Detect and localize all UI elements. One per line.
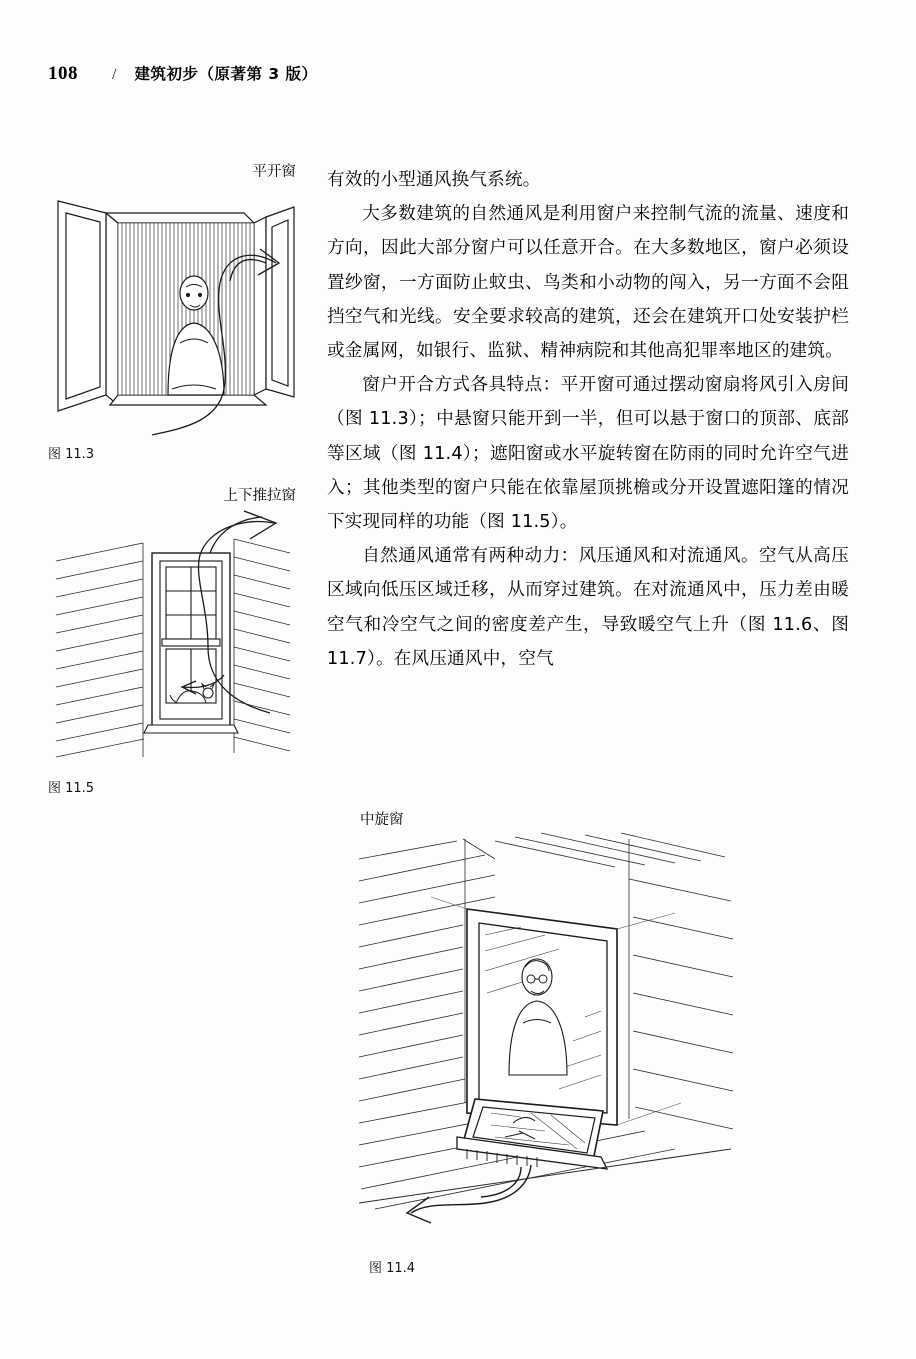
paragraph-1: 有效的小型通风换气系统。 <box>327 170 541 190</box>
figure-11-3-caption: 图 11.3 <box>48 447 95 462</box>
left-figure-column <box>48 160 298 796</box>
figure-11-4-caption: 图 11.4 <box>369 1261 416 1276</box>
figure-11-5-caption: 图 11.5 <box>48 781 95 796</box>
paragraph-3: 窗户开合方式各具特点：平开窗可通过摆动窗扇将风引入房间（图 11.3）；中悬窗只能开到一半，但可以悬于窗口的顶部、底部等区域（图 11.4）；遮阳窗或水平旋转窗在防雨的同时允许空气进入；其他类型的窗户只能在依靠屋顶挑檐或分开设置遮阳篷的情况下实现同样的功能（图 11.5）。 <box>327 375 849 533</box>
book-title: 建筑初步（原著第 3 版） <box>134 65 318 83</box>
figure-11-5-type-label: 上下推拉窗 <box>223 488 296 504</box>
running-header <box>48 62 318 85</box>
figure-11-3-illustration <box>48 183 298 443</box>
header-separator: / <box>112 66 117 83</box>
paragraph-4: 自然通风通常有两种动力：风压通风和对流通风。空气从高压区域向低压区域迁移，从而穿过建筑。在对流通风中，压力差由暖空气和冷空气之间的密度差产生，导致暖空气上升（图 11.6、图 11.7）。在风压通风中，空气 <box>327 546 849 669</box>
page-number: 108 <box>48 63 78 84</box>
figure-11-4-block <box>345 808 745 1276</box>
figure-11-3-type-label: 平开窗 <box>252 164 296 180</box>
figure-11-5-illustration <box>48 507 298 777</box>
body-text <box>327 163 849 676</box>
paragraph-2: 大多数建筑的自然通风是利用窗户来控制气流的流量、速度和方向，因此大部分窗户可以任意开合。在大多数地区，窗户必须设置纱窗，一方面防止蚊虫、鸟类和小动物的闯入，另一方面不会阻挡空气和光线。安全要求较高的建筑，还会在建筑开口处安装护栏或金属网，如银行、监狱、精神病院和其他高犯罪率地区的建筑。 <box>327 204 849 362</box>
figure-11-4-type-label: 中旋窗 <box>360 812 404 828</box>
figure-11-4-illustration <box>345 831 745 1251</box>
